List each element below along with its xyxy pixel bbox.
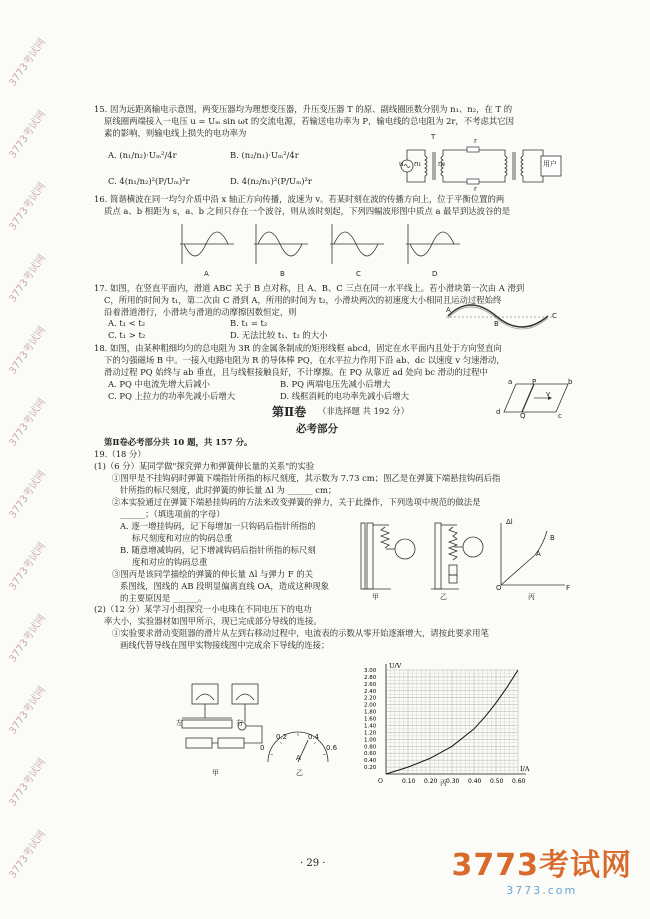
- fig-label: d: [496, 408, 501, 416]
- x-tick-label: 0.60: [512, 778, 526, 785]
- q19-part1-line: A. 逐一增挂钩码，记下每增加一只钩码后指针所指的: [120, 521, 316, 531]
- watermark-text: 3773考试网: [7, 612, 49, 665]
- y-tick-label: 2.80: [364, 674, 377, 681]
- spring-experiment-figure: [355, 515, 575, 600]
- fig-label: B: [550, 534, 555, 542]
- q18-line: 18. 如图，由某种粗细均匀的总电阻为 3R 的金属条制成的矩形线框 abcd，固定在水平面内且处于方向竖直向: [94, 343, 502, 353]
- q15-option-c[interactable]: C. 4(n₁/n₂)²(P/Uₘ)²r: [108, 176, 190, 186]
- fig-label: 右: [236, 719, 243, 727]
- fig-label: P: [532, 378, 537, 386]
- fig-label: a: [508, 378, 513, 386]
- watermark-text: 3773考试网: [7, 108, 49, 161]
- ammeter-tick: 0.2: [276, 733, 288, 741]
- q19-part1-line: ③图丙是该同学描绘的弹簧的伸长量 Δl 与弹力 F 的关: [112, 569, 314, 579]
- q17-option-b[interactable]: B. t₁ = t₂: [230, 318, 268, 328]
- site-logo[interactable]: [452, 840, 633, 897]
- y-tick-label: 3.00: [364, 668, 377, 674]
- q19-head: 19.（18 分）: [94, 449, 146, 459]
- watermark-text: 3773考试网: [7, 828, 49, 881]
- fig-label: O: [496, 584, 502, 592]
- ammeter-tick: 0.6: [326, 744, 338, 752]
- watermark-text: 3773考试网: [7, 684, 49, 737]
- fig-label: Q: [520, 412, 526, 420]
- q19-part1-line: 的主要原因是 ______。: [120, 593, 207, 603]
- y-tick-label: 1.80: [364, 709, 377, 716]
- q15-line: 15. 因为远距离输电示意图，两变压器均为理想变压器，升压变压器 T 的原、副线圈匝数分别为 n₁、n₂，在 T 的: [94, 104, 513, 114]
- q19-part1-line: (1)（6 分）某同学做"探究弹力和弹簧伸长量的关系"的实验: [94, 461, 315, 471]
- watermark-text: 3773考试网: [7, 252, 49, 305]
- q19-part1-line: 标尺刻度和对应的钩码总重: [132, 533, 233, 543]
- x-tick-label: 0.40: [468, 778, 482, 785]
- fig-label: 丙: [440, 779, 447, 787]
- q15-option-b[interactable]: B. (n₂/n₁)·Uₘ²/4r: [230, 150, 299, 160]
- q18-option-b[interactable]: B. PQ 两端电压先减小后增大: [280, 379, 391, 389]
- fig-label: T: [431, 133, 436, 141]
- fig-label: 甲: [212, 769, 219, 777]
- watermark-text: 3773考试网: [7, 540, 49, 593]
- y-tick-label: 2.00: [364, 702, 377, 709]
- q17-option-c[interactable]: C. t₁ > t₂: [108, 330, 146, 340]
- y-tick-label: 0.40: [364, 758, 377, 765]
- q17-line: C，所用的时间为 t₁，第二次由 C 滑到 A，所用的时间为 t₂，小滑块两次的初速度大小相同且运动过程始终: [104, 295, 502, 305]
- ammeter-tick: 0: [260, 744, 265, 752]
- y-tick-label: 2.20: [364, 695, 377, 702]
- fig-label: n₂: [438, 160, 446, 168]
- part-2-heading: 必考部分: [296, 423, 338, 435]
- watermark-text: 3773考试网: [7, 396, 49, 449]
- x-tick-label: 0.10: [402, 778, 416, 785]
- watermark-text: 3773考试网: [7, 180, 49, 233]
- q19-part2-line: 画线代替导线在图甲实物接线图中完成余下导线的连接；: [120, 640, 330, 650]
- q17-option-a[interactable]: A. t₁ < t₂: [108, 318, 146, 328]
- y-tick-label: 0.60: [364, 751, 377, 758]
- fig-label: B: [494, 320, 499, 328]
- fig-label: b: [568, 378, 573, 386]
- q16-line: 质点 a、b 相距为 s，a、b 之间只存在一个波谷，则从该时刻起，下列四幅波形图中质点 a 最早到达波谷的是: [104, 206, 511, 216]
- q19-part1-line: ①图甲是不挂钩码时弹簧下端指针所指的标尺刻度，其示数为 7.73 cm；图乙是在弹簧下端悬挂钩码后指: [112, 473, 501, 483]
- q16-line: 16. 简谐横波在同一均匀介质中沿 x 轴正方向传播，波速为 v。若某时刻在波的传播方向上，位于平衡位置的两: [94, 194, 505, 204]
- fig-label: 用户: [543, 160, 557, 168]
- wave-panel-label: B: [280, 270, 285, 278]
- q18-option-c[interactable]: C. PQ 上拉力的功率先减小后增大: [108, 391, 236, 401]
- q19-part1-line: ②本实验通过在弹簧下端悬挂钩码的方法来改变弹簧的弹力，关于此操作，下列选项中规范的做法是: [112, 497, 481, 507]
- y-tick-label: 0.80: [364, 744, 377, 751]
- slide-track-figure: [440, 300, 560, 334]
- y-tick-label: 1.20: [364, 730, 377, 737]
- wave-panel-label: A: [204, 270, 209, 278]
- q18-line: 下的匀强磁场 B 中。一接入电路电阻为 R 的导体棒 PQ，在水平拉力作用下沿 ab、dc 以速度 v 匀速滑动，: [104, 355, 505, 365]
- fig-label: v: [546, 390, 551, 398]
- fig-label: C: [552, 312, 557, 320]
- y-tick-label: 2.40: [364, 688, 377, 695]
- fig-label: r: [474, 185, 477, 193]
- y-tick-label: 1.40: [364, 723, 377, 730]
- q18-option-a[interactable]: A. PQ 中电流先增大后减小: [108, 379, 210, 389]
- x-axis-label: I/A: [520, 765, 530, 773]
- x-tick-label: 0.50: [490, 778, 504, 785]
- q15-line: 原线圈两端接入一电压 u = Uₘ sin ωt 的交流电源，若输送电功率为 P，输电线的总电阻为 2r，不考虑其它因: [104, 116, 515, 126]
- ammeter-tick: 0.4: [308, 733, 320, 741]
- origin-label: O: [378, 778, 383, 785]
- fig-label: A: [536, 550, 541, 558]
- x-tick-label: 0.20: [424, 778, 438, 785]
- q17-option-d[interactable]: D. 无法比较 t₁、t₂ 的大小: [230, 330, 328, 340]
- part-2-note: 第Ⅱ卷必考部分共 10 题，共 157 分。: [104, 437, 253, 447]
- fig-label: 左: [176, 719, 183, 727]
- page-number: · 29 ·: [300, 858, 326, 869]
- q15-line: 素的影响，则输电线上损失的电功率为: [104, 128, 247, 138]
- q17-line: 沿着滑道滑行，小滑块与滑道的动摩擦因数恒定，则: [104, 307, 297, 317]
- fig-label: 乙: [296, 769, 303, 777]
- u-i-graph: [362, 660, 542, 790]
- side-watermark: [0, 0, 49, 919]
- y-axis-label: U/V: [389, 662, 402, 670]
- y-tick-label: 0.20: [364, 765, 377, 772]
- wave-panel-label: C: [356, 270, 361, 278]
- fig-label: r: [474, 137, 477, 145]
- fig-label: 甲: [372, 593, 379, 601]
- q19-part1-line: 度和对应的钩码总重: [132, 557, 208, 567]
- wave-figures: [172, 220, 472, 272]
- watermark-text: 3773考试网: [7, 36, 49, 89]
- fig-label: A: [446, 306, 451, 314]
- fig-label: c: [558, 412, 562, 420]
- q19-part2-line: (2)（12 分）某学习小组探究一小电珠在不同电压下的电功: [94, 604, 312, 614]
- x-tick-label: 0.30: [446, 778, 460, 785]
- y-tick-label: 2.60: [364, 681, 377, 688]
- wave-panel-label: D: [432, 270, 438, 278]
- y-tick-label: 1.60: [364, 716, 377, 723]
- q17-line: 17. 如图，在竖直平面内，滑道 ABC 关于 B 点对称，且 A、B、C 三点在同一水平线上。若小滑块第一次由 A 滑到: [94, 283, 525, 293]
- fig-label: u: [399, 160, 404, 168]
- q19-part1-line: 针所指的标尺刻度，此时弹簧的伸长量 Δl 为 ______ cm；: [120, 485, 337, 495]
- watermark-text: 3773考试网: [7, 468, 49, 521]
- q19-part1-line: B. 随意增减钩码，记下增减钩码后指针所指的标尺刻: [120, 545, 316, 555]
- fig-label: 丙: [528, 593, 535, 601]
- q19-part2-line: ①实验要求滑动变阻器的滑片从左到右移动过程中，电流表的示数从零开始逐渐增大，请按此要求用笔: [112, 628, 489, 638]
- q15-option-a[interactable]: A. (n₁/n₂)·Uₘ²/4r: [108, 150, 177, 160]
- part-2-title: 第Ⅱ卷: [272, 405, 307, 419]
- q15-option-d[interactable]: D. 4(n₂/n₁)²(P/Uₘ)²r: [230, 176, 312, 186]
- part-2-subtitle: （非选择题 共 192 分）: [318, 406, 409, 416]
- logo-url: 3773.com: [506, 884, 578, 897]
- fig-label: n₁: [414, 160, 422, 168]
- fig-label: Δl: [506, 518, 513, 526]
- watermark-text: 3773考试网: [7, 324, 49, 377]
- logo-text: 3773考试网: [451, 848, 632, 883]
- fig-label: F: [566, 584, 571, 592]
- q18-line: 滑动过程 PQ 始终与 ab 垂直，且与线框接触良好，不计摩擦。在 PQ 从靠近 ad 处向 bc 滑动的过程中: [104, 367, 488, 377]
- q18-option-d[interactable]: D. 线框消耗的电功率先减小后增大: [280, 391, 409, 401]
- watermark-text: 3773考试网: [7, 756, 49, 809]
- q19-part2-line: 率大小，实验器材如图甲所示，现已完成部分导线的连接。: [104, 616, 322, 626]
- q19-part1-line: 系图线，图线的 AB 段明显偏离直线 OA，造成这种现象: [120, 581, 329, 591]
- fig-label: 乙: [440, 593, 447, 601]
- y-tick-label: 1.00: [364, 737, 377, 744]
- q19-part1-line: ______；（填选项前的字母）: [120, 509, 225, 519]
- ammeter-symbol: A: [296, 754, 301, 762]
